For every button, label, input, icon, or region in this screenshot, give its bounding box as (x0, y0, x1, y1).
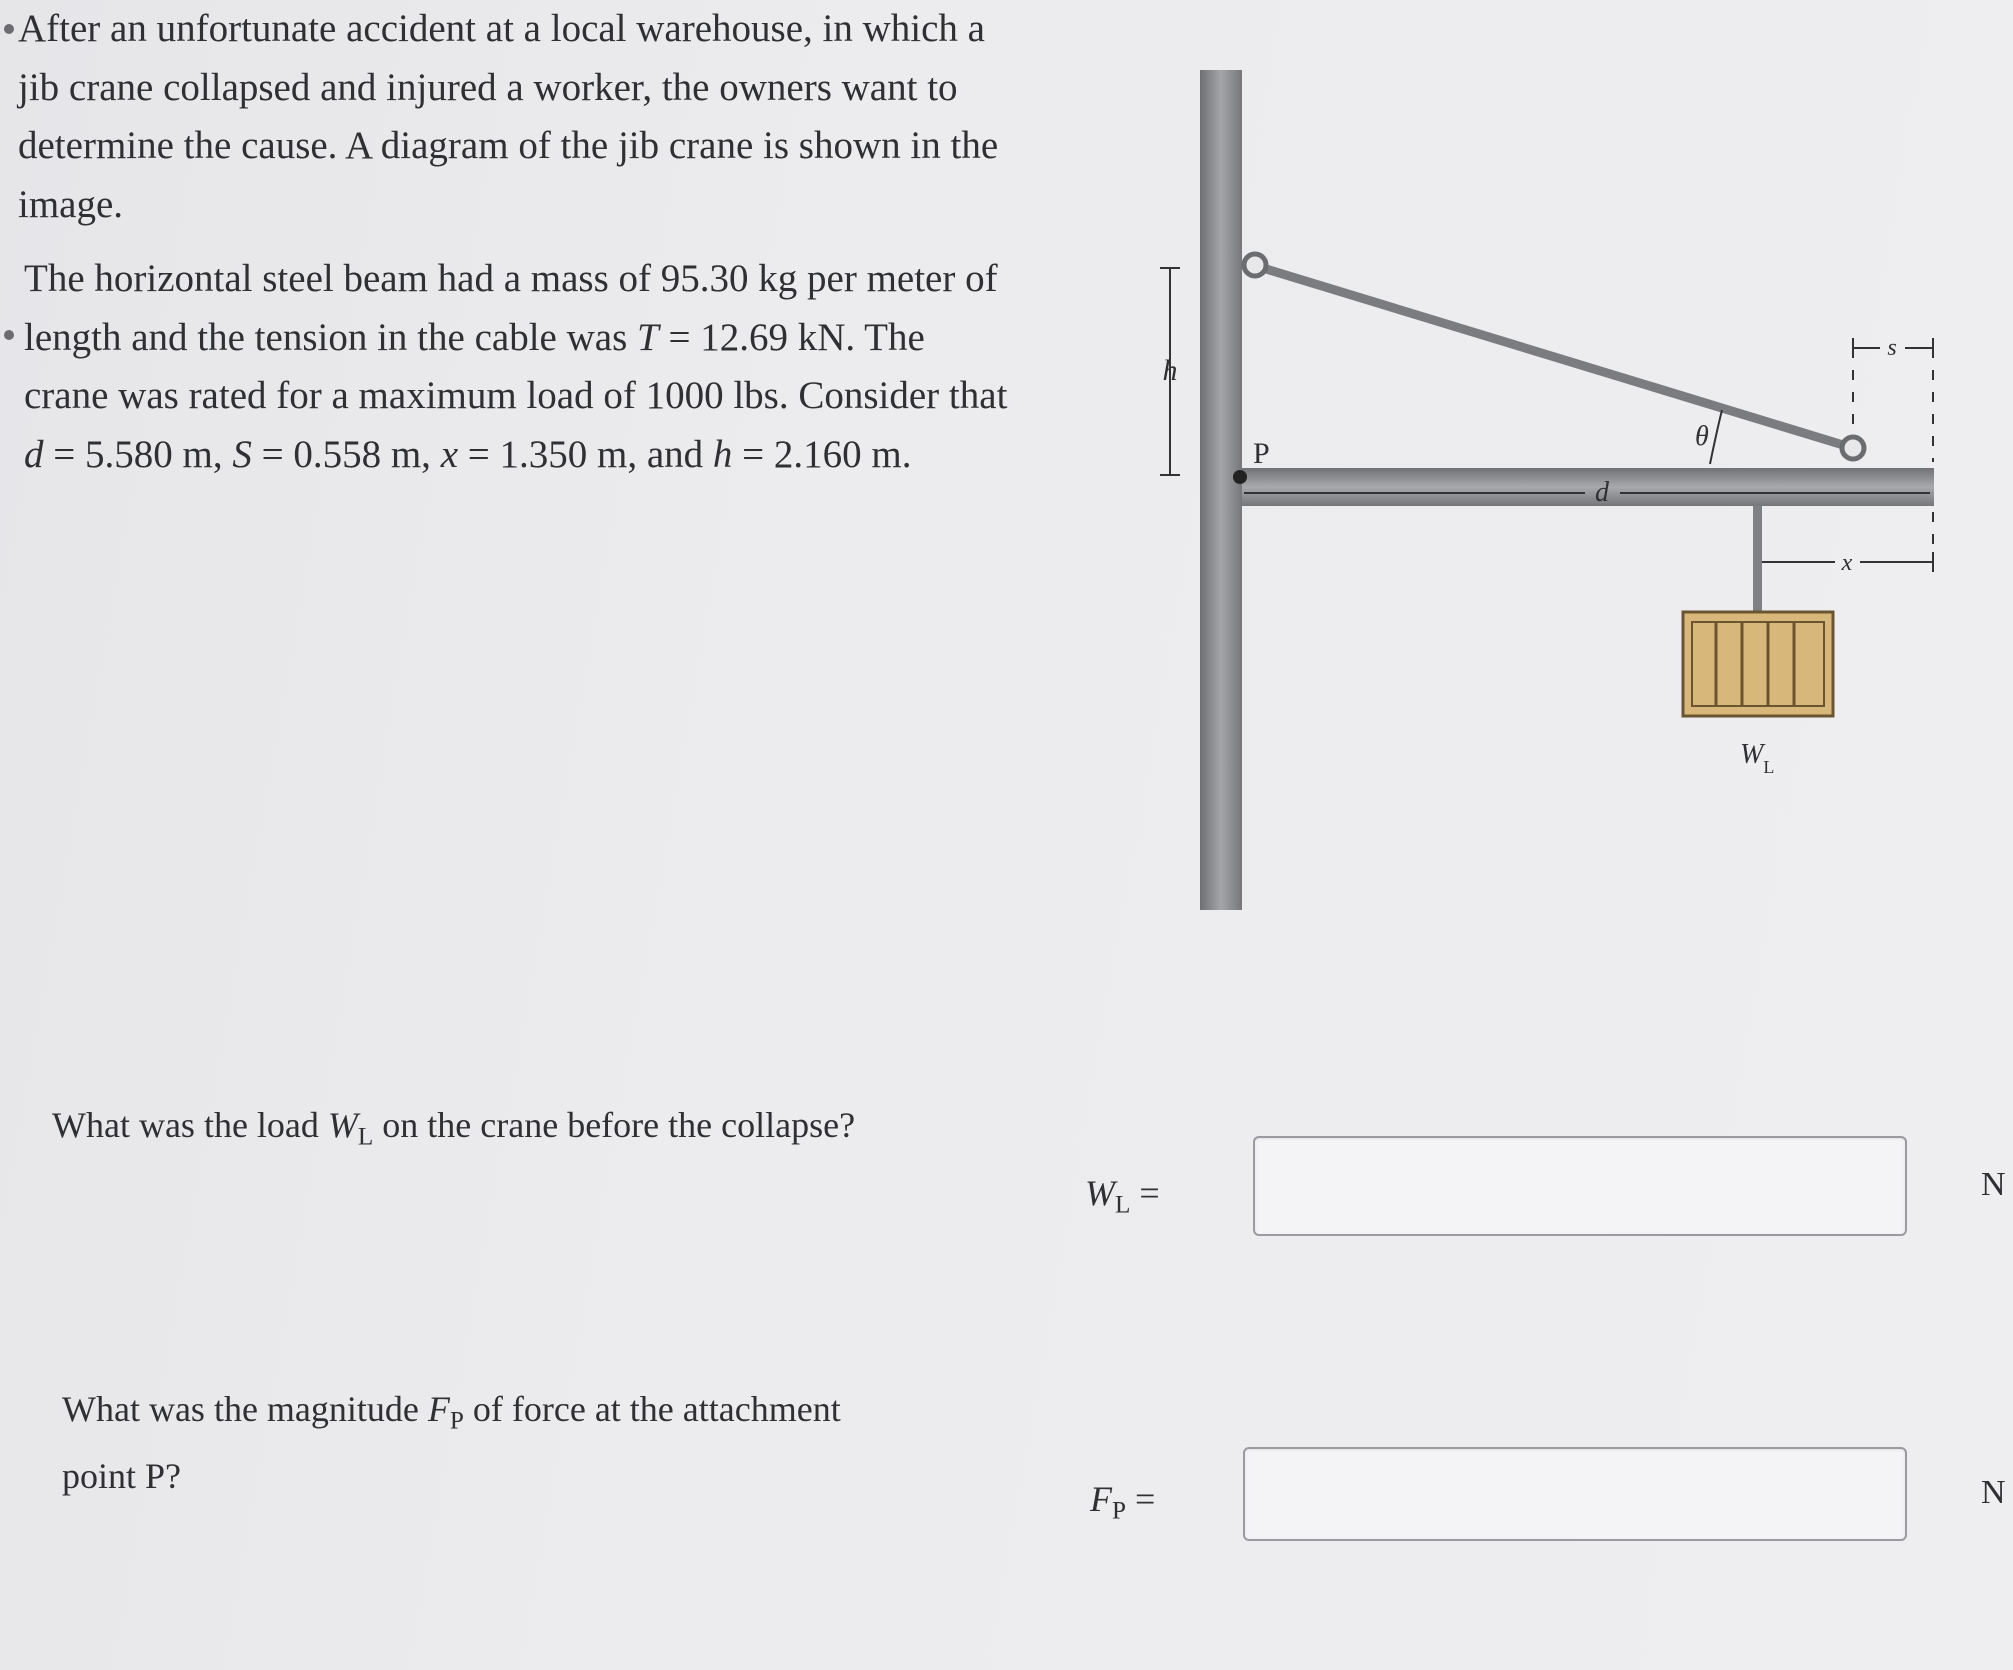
answer-input-FP[interactable] (1243, 1447, 1907, 1541)
vertical-pole (1200, 70, 1242, 910)
jib-crane-diagram (1120, 50, 1950, 930)
bullet-marker (4, 330, 14, 340)
label-WL (1740, 739, 1774, 777)
var-d: d (24, 432, 44, 476)
load-crate (1683, 612, 1833, 716)
question-text: of force at the attachment point P? (62, 1389, 841, 1496)
cable-pin-beam (1842, 437, 1864, 459)
tension-cable (1253, 265, 1853, 448)
equals-sign: = (1126, 1479, 1156, 1519)
question-load (52, 1098, 932, 1165)
var-symbol: W (1085, 1173, 1115, 1213)
var-x: x (440, 432, 458, 476)
unit-label: N (1981, 1166, 2006, 1203)
label-P: P (1253, 437, 1270, 470)
theta-arc (1710, 410, 1722, 464)
label-W-sub: L (1763, 757, 1775, 777)
var-subscript: P (1112, 1497, 1127, 1525)
label-h: h (1162, 354, 1178, 387)
problem-paragraph-1: After an unfortunate accident at a local warehouse, in which a jib crane collapsed and injured a worker, the owners want to determine the cause. A diagram of the jib crane is shown in the image. (18, 7, 999, 226)
problem-text: = 5.580 m, (43, 432, 233, 476)
answer-label-FP (1090, 1478, 1155, 1526)
var-h: h (712, 432, 733, 476)
unit-label: N (1981, 1474, 2006, 1511)
crate-body (1683, 612, 1833, 716)
equals-sign: = (1130, 1173, 1160, 1213)
var-subscript: L (1115, 1191, 1131, 1219)
var-FP (427, 1389, 464, 1435)
question-text: What was the load (52, 1105, 328, 1145)
label-s: s (1887, 335, 1897, 361)
var-WL (327, 1105, 374, 1151)
label-theta: θ (1695, 421, 1709, 452)
var-symbol: W (327, 1105, 358, 1145)
problem-text: = 0.558 m, (251, 432, 441, 476)
answer-input-WL[interactable] (1253, 1136, 1907, 1236)
problem-text: The horizontal steel beam had a mass of 95.30 kg per meter of length and the tension in the cable was (24, 257, 998, 359)
horizontal-beam (1242, 468, 1934, 506)
problem-text: = 12.69 kN. The crane was rated for a maximum load of 1000 lbs. Consider that (24, 315, 1008, 417)
label-d: d (1595, 477, 1609, 508)
var-subscript: P (449, 1407, 464, 1435)
point-p-marker (1233, 470, 1247, 484)
problem-paragraph-2 (24, 250, 1014, 484)
cable-pin-top (1244, 254, 1266, 276)
label-x: x (1841, 550, 1853, 576)
var-symbol: F (427, 1389, 450, 1429)
var-symbol: F (1090, 1479, 1112, 1519)
question-force-p (62, 1382, 922, 1503)
bullet-marker (4, 24, 14, 34)
var-S: S (232, 432, 252, 476)
label-W: W (1740, 739, 1764, 770)
problem-text: = 1.350 m, and (458, 432, 713, 476)
problem-text: = 2.160 m. (732, 432, 912, 476)
question-text: on the crane before the collapse? (373, 1105, 856, 1145)
question-text: What was the magnitude (62, 1389, 428, 1429)
answer-label-WL (1085, 1172, 1160, 1220)
var-T: T (637, 315, 659, 359)
var-subscript: L (357, 1123, 374, 1151)
